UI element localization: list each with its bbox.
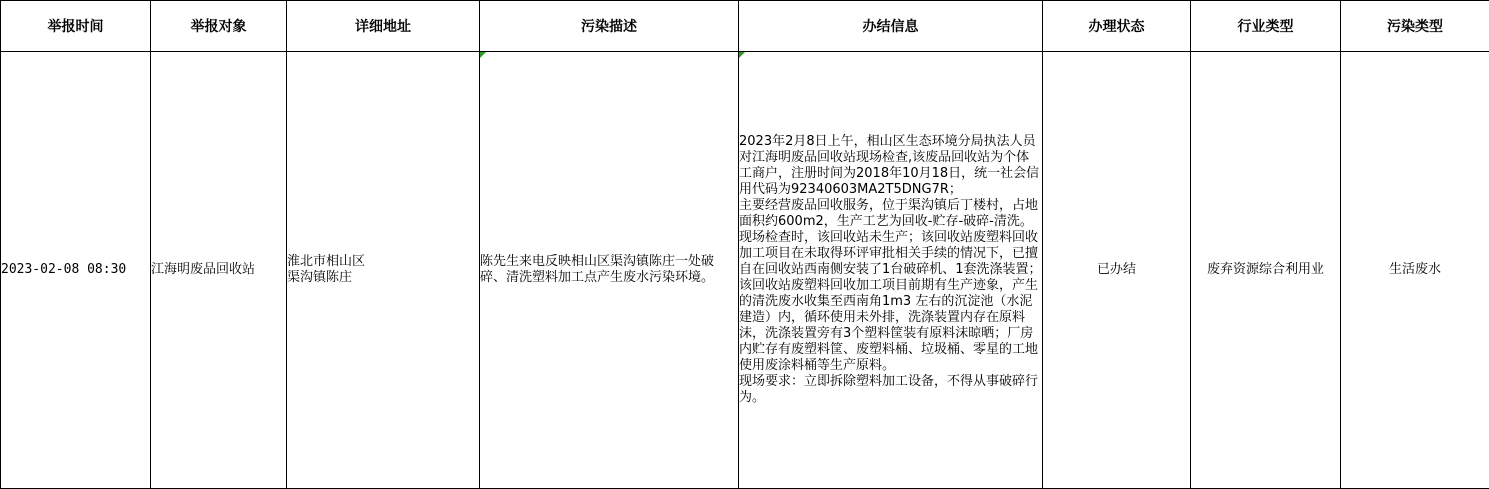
cell-address[interactable] bbox=[287, 52, 480, 489]
cell-status[interactable] bbox=[1043, 52, 1191, 489]
report-time-value: 2023-02-08 08:30 bbox=[1, 262, 127, 277]
comment-indicator-icon bbox=[480, 52, 486, 58]
pollution-type-value: 生活废水 bbox=[1388, 262, 1441, 277]
industry-value: 废弃资源综合利用业 bbox=[1206, 262, 1324, 277]
header-pollution-type[interactable]: 污染类型 bbox=[1341, 1, 1489, 52]
header-industry[interactable]: 行业类型 bbox=[1191, 1, 1341, 52]
cell-pollution-type[interactable] bbox=[1341, 52, 1489, 489]
status-value: 已办结 bbox=[1096, 262, 1136, 277]
comment-indicator-icon bbox=[739, 52, 745, 58]
header-status[interactable]: 办理状态 bbox=[1043, 1, 1191, 52]
header-pollution-desc[interactable]: 污染描述 bbox=[480, 1, 739, 52]
cell-resolution[interactable] bbox=[739, 52, 1043, 489]
resolution-value: 2023年2月8日上午，相山区生态环境分局执法人员对江海明废品回收站现场检查,该废品回收站为个体工商户，注册时间为2018年10月18日，统一社会信用代码为92340603MA2T5DNG7R； 主要经营废品回收服务，位于渠沟镇后丁楼村，占地面积约600m2，生产工艺为回收-贮存-破碎-清洗。现场检查时，该回收站未生产；该回收站废塑料回收加工项目在未取得环评审批相关手续的情况下，已擅自在回收站西南侧安装了1台破碎机、1套洗涤装置；该回收站废塑料回收加工项目前期有生产迹象，产生的清洗废水收集至西南角1m3 左右的沉淀池（水泥建造）内，循环使用未外排，洗涤装置内存在原料沫，洗涤装置旁有3个塑料筐装有原料沫晾晒；厂房内贮存有废塑料筐、废塑料桶、垃圾桶、零星的工地使用废涂料桶等生产原料。 现场要求：立即拆除塑料加工设备，不得从事破碎行为。 bbox=[739, 134, 1042, 405]
header-report-target[interactable]: 举报对象 bbox=[151, 1, 287, 52]
header-report-time[interactable]: 举报时间 bbox=[1, 1, 151, 52]
report-target-value: 江海明废品回收站 bbox=[151, 262, 256, 277]
header-address[interactable]: 详细地址 bbox=[287, 1, 480, 52]
table-row bbox=[1, 52, 1489, 489]
header-resolution[interactable]: 办结信息 bbox=[739, 1, 1043, 52]
cell-industry[interactable] bbox=[1191, 52, 1341, 489]
cell-report-time[interactable] bbox=[1, 52, 151, 489]
header-row bbox=[1, 1, 1489, 52]
cell-pollution-desc[interactable] bbox=[480, 52, 739, 489]
cell-report-target[interactable] bbox=[151, 52, 287, 489]
pollution-desc-value: 陈先生来电反映相山区渠沟镇陈庄一处破碎、清洗塑料加工点产生废水污染环境。 bbox=[480, 254, 715, 285]
address-value: 淮北市相山区 渠沟镇陈庄 bbox=[287, 254, 366, 285]
